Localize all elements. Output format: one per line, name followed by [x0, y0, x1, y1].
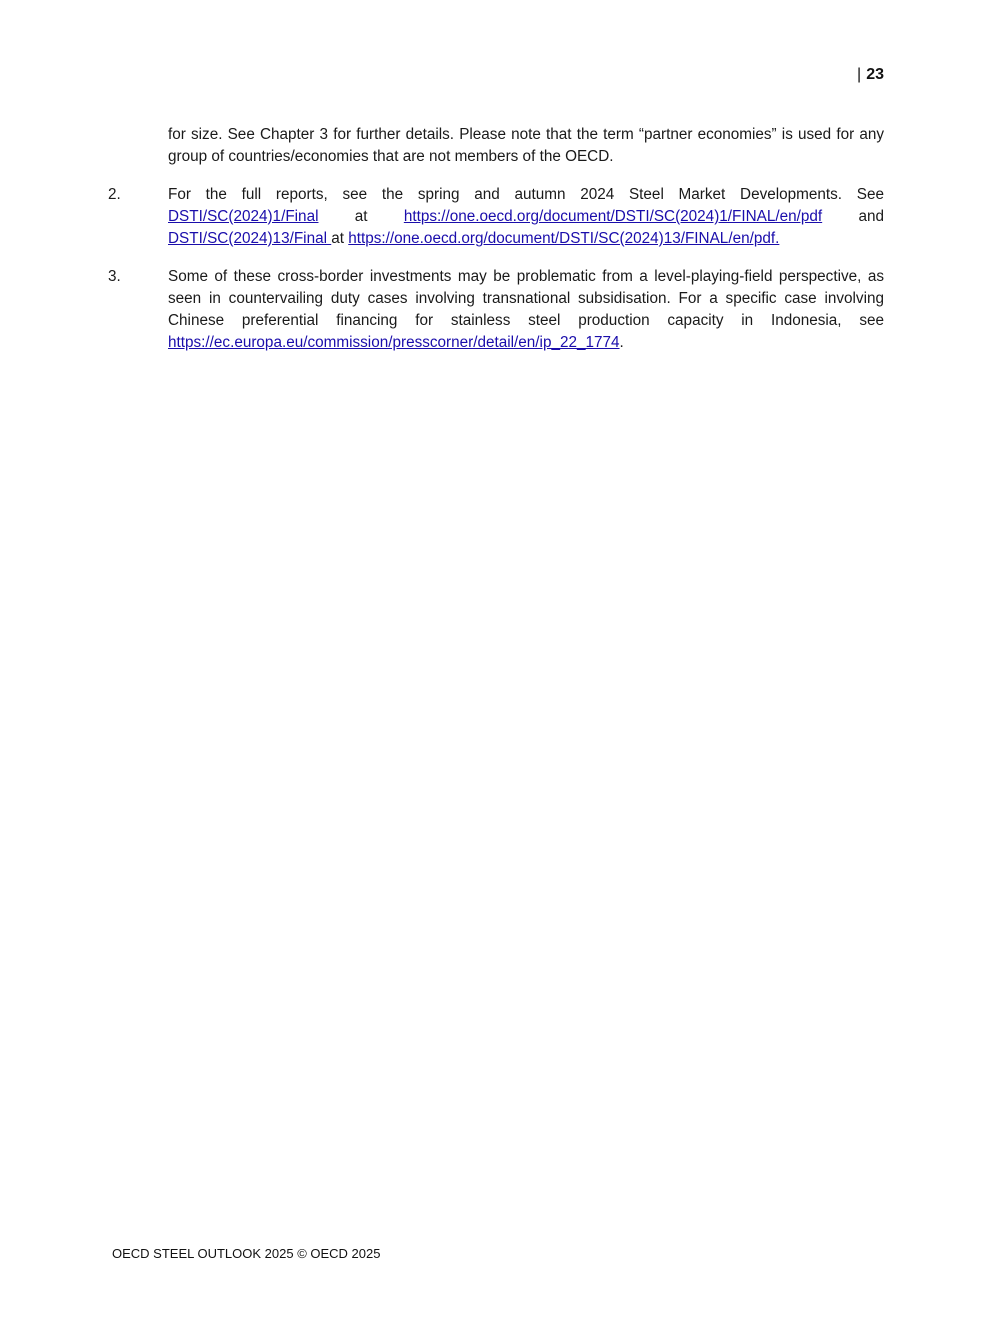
page-number: 23 — [866, 66, 884, 83]
header-separator: | — [857, 66, 862, 83]
note-3 — [108, 266, 884, 354]
link-dsti-sc-2024-1-final[interactable]: DSTI/SC(2024)1/Final — [168, 208, 319, 225]
link-dsti-sc-2024-13-final[interactable]: DSTI/SC(2024)13/Final — [168, 230, 332, 247]
link-ec-europa-press[interactable]: https://ec.europa.eu/commission/presscorner/detail/en/ip_22_1774 — [168, 334, 620, 351]
link-oecd-pdf-2024-13[interactable]: https://one.oecd.org/document/DSTI/SC(2024)13/FINAL/en/pdf. — [348, 230, 780, 247]
note-continuation — [108, 124, 884, 168]
note-continuation-text: for size. See Chapter 3 for further details. Please note that the term “partner economies” is used for any group of countries/economies that are not members of the OECD. — [168, 126, 884, 165]
note-3-text-end: . — [619, 334, 624, 351]
note-2-text: For the full reports, see the spring and autumn 2024 Steel Market Developments. See — [168, 186, 884, 203]
endnotes — [108, 124, 884, 370]
note-2-marker: 2. — [108, 186, 121, 203]
note-3-text: Some of these cross-border investments may be problematic from a level-playing-field perspective, as seen in countervailing duty cases involving transnational subsidisation. For a specific case involving Chinese preferential financing for stainless steel production capacity in Indonesia, see — [168, 268, 884, 329]
note-2-text-at: at — [318, 208, 404, 225]
note-3-marker: 3. — [108, 268, 121, 285]
note-2 — [108, 184, 884, 250]
link-oecd-pdf-2024-1[interactable]: https://one.oecd.org/document/DSTI/SC(2024)1/FINAL/en/pdf — [403, 208, 823, 225]
note-2-text-at2: at — [331, 230, 349, 247]
note-2-text-and: and — [822, 208, 884, 225]
page-footer: OECD STEEL OUTLOOK 2025 © OECD 2025 — [112, 1246, 381, 1261]
page-header — [857, 64, 884, 86]
